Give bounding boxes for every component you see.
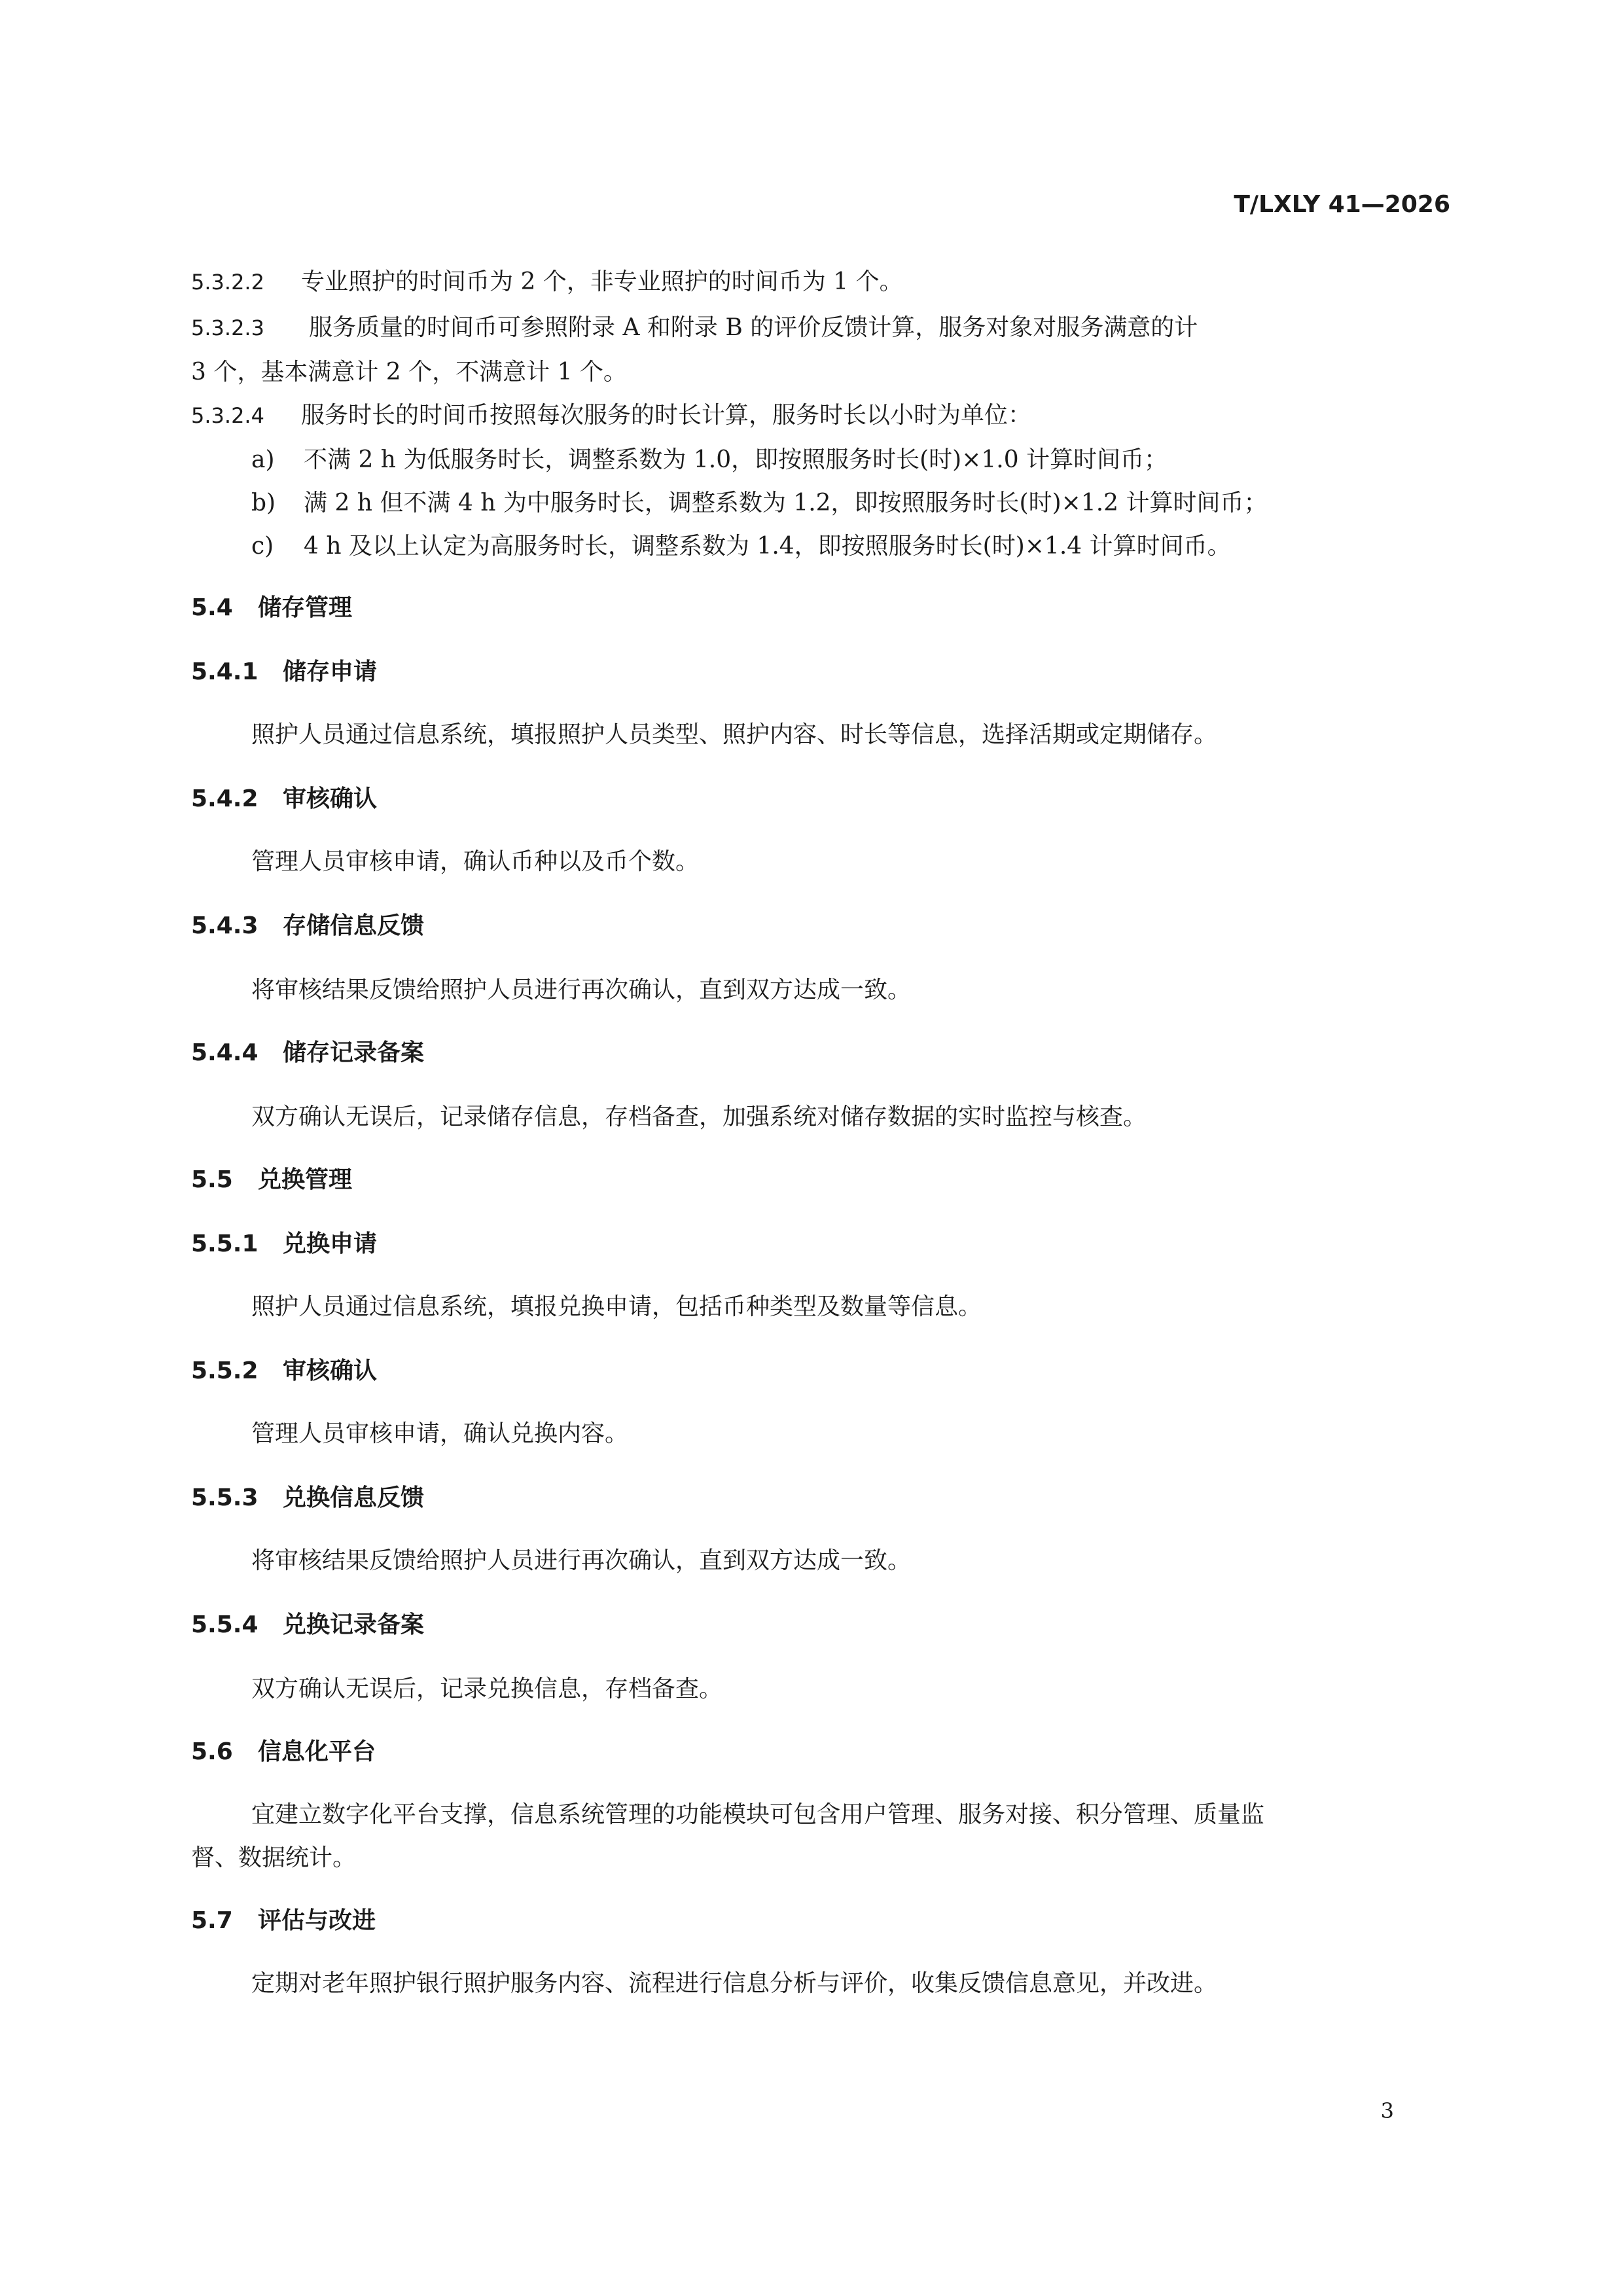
section-number: 5.4.2 [191, 785, 259, 812]
clause-5-3-2-4 [191, 397, 1031, 430]
clause-text: 专业照护的时间币为 2 个，非专业照护的时间币为 1 个。 [301, 268, 903, 295]
section-body: 照护人员通过信息系统，填报照护人员类型、照护内容、时长等信息，选择活期或定期储存。 [251, 721, 1218, 748]
section-title: 审核确认 [283, 1357, 378, 1384]
section-number: 5.6 [191, 1738, 233, 1765]
section-heading-5-7 [191, 1902, 376, 1935]
section-heading-5-5-3 [191, 1479, 424, 1513]
section-body: 双方确认无误后，记录储存信息，存档备查，加强系统对储存数据的实时监控与核查。 [251, 1103, 1147, 1130]
section-body: 宜建立数字化平台支撑，信息系统管理的功能模块可包含用户管理、服务对接、积分管理、质量监 [251, 1801, 1265, 1828]
clause-number: 5.3.2.3 [191, 315, 264, 340]
clause-continuation: 3 个，基本满意计 2 个，不满意计 1 个。 [191, 359, 627, 386]
section-heading-5-6 [191, 1733, 376, 1767]
clause-5-3-2-2 [191, 263, 903, 296]
section-title: 信息化平台 [258, 1738, 376, 1765]
section-heading-5-4-4 [191, 1034, 424, 1067]
section-title: 兑换信息反馈 [283, 1484, 425, 1511]
list-item-label: a) [251, 446, 275, 473]
section-heading-5-5-1 [191, 1225, 377, 1259]
section-title: 兑换管理 [258, 1166, 353, 1193]
section-heading-5-4-3 [191, 907, 424, 941]
section-body: 管理人员审核申请，确认兑换内容。 [251, 1420, 629, 1447]
section-body: 定期对老年照护银行照护服务内容、流程进行信息分析与评价，收集反馈信息意见，并改进。 [251, 1970, 1218, 1997]
section-title: 评估与改进 [258, 1907, 376, 1934]
clause-5-3-2-3 [191, 309, 1198, 342]
section-number: 5.4.1 [191, 658, 259, 685]
section-heading-5-4 [191, 589, 352, 622]
document-code: T/LXLY 41—2026 [1234, 191, 1450, 218]
list-item-text: 不满 2 h 为低服务时长，调整系数为 1.0，即按照服务时长(时)×1.0 计算时间币； [304, 446, 1168, 473]
section-number: 5.5.4 [191, 1611, 259, 1638]
list-item-text: 满 2 h 但不满 4 h 为中服务时长，调整系数为 1.2，即按照服务时长(时)×1.2 计算时间币； [304, 490, 1268, 516]
section-number: 5.5 [191, 1166, 233, 1193]
section-heading-5-5-2 [191, 1352, 377, 1386]
section-title: 兑换申请 [283, 1230, 378, 1257]
section-body: 双方确认无误后，记录兑换信息，存档备查。 [251, 1676, 723, 1702]
section-heading-5-5-4 [191, 1606, 424, 1640]
section-number: 5.4.3 [191, 912, 259, 939]
clause-text: 服务时长的时间币按照每次服务的时长计算，服务时长以小时为单位： [301, 402, 1032, 429]
section-title: 存储信息反馈 [283, 912, 425, 939]
clause-number: 5.3.2.2 [191, 270, 264, 295]
clause-text: 服务质量的时间币可参照附录 A 和附录 B 的评价反馈计算，服务对象对服务满意的计 [309, 314, 1198, 341]
section-heading-5-4-1 [191, 653, 377, 687]
section-heading-5-4-2 [191, 780, 377, 814]
list-item [251, 528, 1231, 561]
list-item [251, 441, 1168, 475]
section-heading-5-5 [191, 1161, 352, 1194]
section-number: 5.4 [191, 594, 233, 621]
clause-number: 5.3.2.4 [191, 403, 264, 428]
section-number: 5.5.1 [191, 1230, 259, 1257]
section-title: 储存申请 [283, 658, 378, 685]
section-title: 兑换记录备案 [283, 1611, 425, 1638]
section-body: 管理人员审核申请，确认币种以及币个数。 [251, 848, 700, 875]
section-number: 5.7 [191, 1907, 233, 1934]
section-title: 储存记录备案 [283, 1039, 425, 1066]
section-body: 照护人员通过信息系统，填报兑换申请，包括币种类型及数量等信息。 [251, 1293, 982, 1320]
section-number: 5.5.3 [191, 1484, 259, 1511]
section-body: 将审核结果反馈给照护人员进行再次确认，直到双方达成一致。 [251, 977, 912, 1003]
list-item-label: c) [251, 533, 274, 560]
section-number: 5.4.4 [191, 1039, 259, 1066]
page-number: 3 [1380, 2098, 1394, 2123]
list-item [251, 484, 1268, 518]
section-body: 将审核结果反馈给照护人员进行再次确认，直到双方达成一致。 [251, 1547, 912, 1574]
section-body-continuation: 督、数据统计。 [191, 1844, 357, 1871]
section-title: 储存管理 [258, 594, 353, 621]
list-item-text: 4 h 及以上认定为高服务时长，调整系数为 1.4，即按照服务时长(时)×1.4 计算时间币。 [304, 533, 1231, 560]
list-item-label: b) [251, 490, 276, 516]
section-title: 审核确认 [283, 785, 378, 812]
section-number: 5.5.2 [191, 1357, 259, 1384]
